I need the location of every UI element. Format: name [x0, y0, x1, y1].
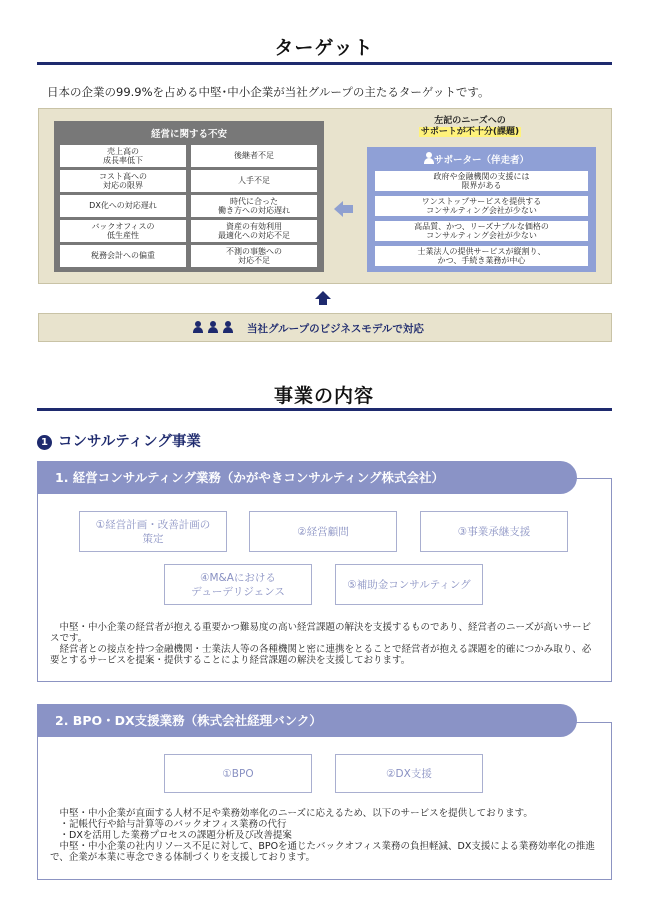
anxiety-item: 売上高の 成長率低下: [60, 145, 186, 167]
supporter-title: サポーター（伴走者）: [433, 155, 529, 166]
supporter-item: 高品質、かつ、リーズナブルな価格の コンサルティング会社が少ない: [375, 221, 588, 241]
arrow-up-icon: [315, 291, 331, 299]
anxiety-item: コスト高への 対応の限界: [60, 170, 186, 192]
service-box-succession: [420, 511, 568, 552]
service-label: ③事業承継支援: [457, 525, 531, 538]
paragraph: 経営者との接点を持つ金融機関・士業法人等の各種機関と密に連携をとることで経営者が抱える課題を的確につかみ取り、必要とするサービスを提案・提供することにより経営課題の解決を支援しております。: [50, 644, 592, 666]
service-label: ②経営顧問: [297, 525, 349, 538]
service-label: ①BPO: [222, 767, 254, 780]
service-label: ①経営計画・改善計画の 策定: [95, 518, 211, 545]
supporter-item: ワンストップサービスを提供する コンサルティング会社が少ない: [375, 196, 588, 216]
service-box-dx: [335, 754, 483, 793]
card-consulting-tab: 1. 経営コンサルティング業務（かがやきコンサルティング株式会社）: [37, 461, 577, 494]
section-number: 1: [37, 435, 52, 450]
business-heading: 事業の内容: [273, 385, 374, 407]
anxiety-item: 税務会計への偏重: [60, 245, 186, 267]
needs-note-line1: 左記のニーズへの: [434, 116, 506, 126]
supporter-item: 政府や金融機関の支援には 限界がある: [375, 171, 588, 191]
paragraph: 中堅・中小企業の経営者が抱える重要かつ難易度の高い経営課題の解決を支援するものであり、経営者のニーズが高いサービスです。: [50, 622, 592, 644]
arrow-up-icon-bar: [319, 299, 327, 305]
card-bpo-tab: 2. BPO・DX支援業務（株式会社経理バンク）: [37, 704, 577, 737]
service-box-ma: [164, 564, 312, 605]
needs-note: [410, 116, 530, 138]
section-heading: [37, 430, 201, 451]
target-heading: ターゲット: [274, 37, 374, 59]
anxiety-title: 経営に関する不安: [150, 129, 227, 140]
section-title: コンサルティング事業: [58, 434, 201, 450]
business-model-text: 当社グループのビジネスモデルで対応: [247, 323, 424, 335]
anxiety-item: 人手不足: [191, 170, 317, 192]
target-intro: 日本の企業の99.9%を占める中堅･中小企業が当社グループの主たるターゲットです。: [47, 85, 490, 99]
anxiety-item: 不測の事態への 対応不足: [191, 245, 317, 267]
service-box-advisor: [249, 511, 397, 552]
anxiety-item: バックオフィスの 低生産性: [60, 220, 186, 242]
service-label: ②DX支援: [386, 767, 432, 780]
paragraph: ・記帳代行や給与計算等のバックオフィス業務の代行: [50, 819, 287, 830]
card-consulting-description: [50, 622, 600, 666]
paragraph: ・DXを活用した業務プロセスの課題分析及び改善提案: [50, 830, 292, 841]
needs-note-line2: サポートが不十分(課題): [420, 127, 520, 137]
supporter-panel: [367, 147, 596, 272]
anxiety-item: DX化への対応遅れ: [60, 195, 186, 217]
service-label: ④M&Aにおける デューデリジェンス: [191, 571, 285, 598]
card-bpo-description: [50, 808, 600, 863]
service-box-plan: [79, 511, 227, 552]
service-box-subsidy: [335, 564, 483, 605]
anxiety-panel: [54, 121, 324, 272]
arrow-left-icon: [334, 201, 343, 217]
business-heading-rule: [37, 408, 612, 411]
anxiety-item: 後継者不足: [191, 145, 317, 167]
service-label: ⑤補助金コンサルティング: [347, 578, 471, 591]
supporter-item: 士業法人の提供サービスが縦割り、 かつ、手続き業務が中心: [375, 246, 588, 266]
arrow-left-icon-bar: [343, 205, 353, 213]
target-heading-rule: [37, 62, 612, 65]
service-box-bpo: [164, 754, 312, 793]
anxiety-item: 時代に合った 働き方への対応遅れ: [191, 195, 317, 217]
anxiety-item: 資産の有効利用 最適化への対応不足: [191, 220, 317, 242]
paragraph: 中堅・中小企業が直面する人材不足や業務効率化のニーズに応えるため、以下のサービスを提供しております。: [50, 808, 533, 819]
people-group-icon: [193, 321, 237, 334]
paragraph: 中堅・中小企業の社内リソース不足に対して、BPOを通じたバックオフィス業務の負担軽減、DX支援による業務効率化の推進で、企業が本業に専念できる体制づくりを支援しております。: [50, 841, 595, 863]
